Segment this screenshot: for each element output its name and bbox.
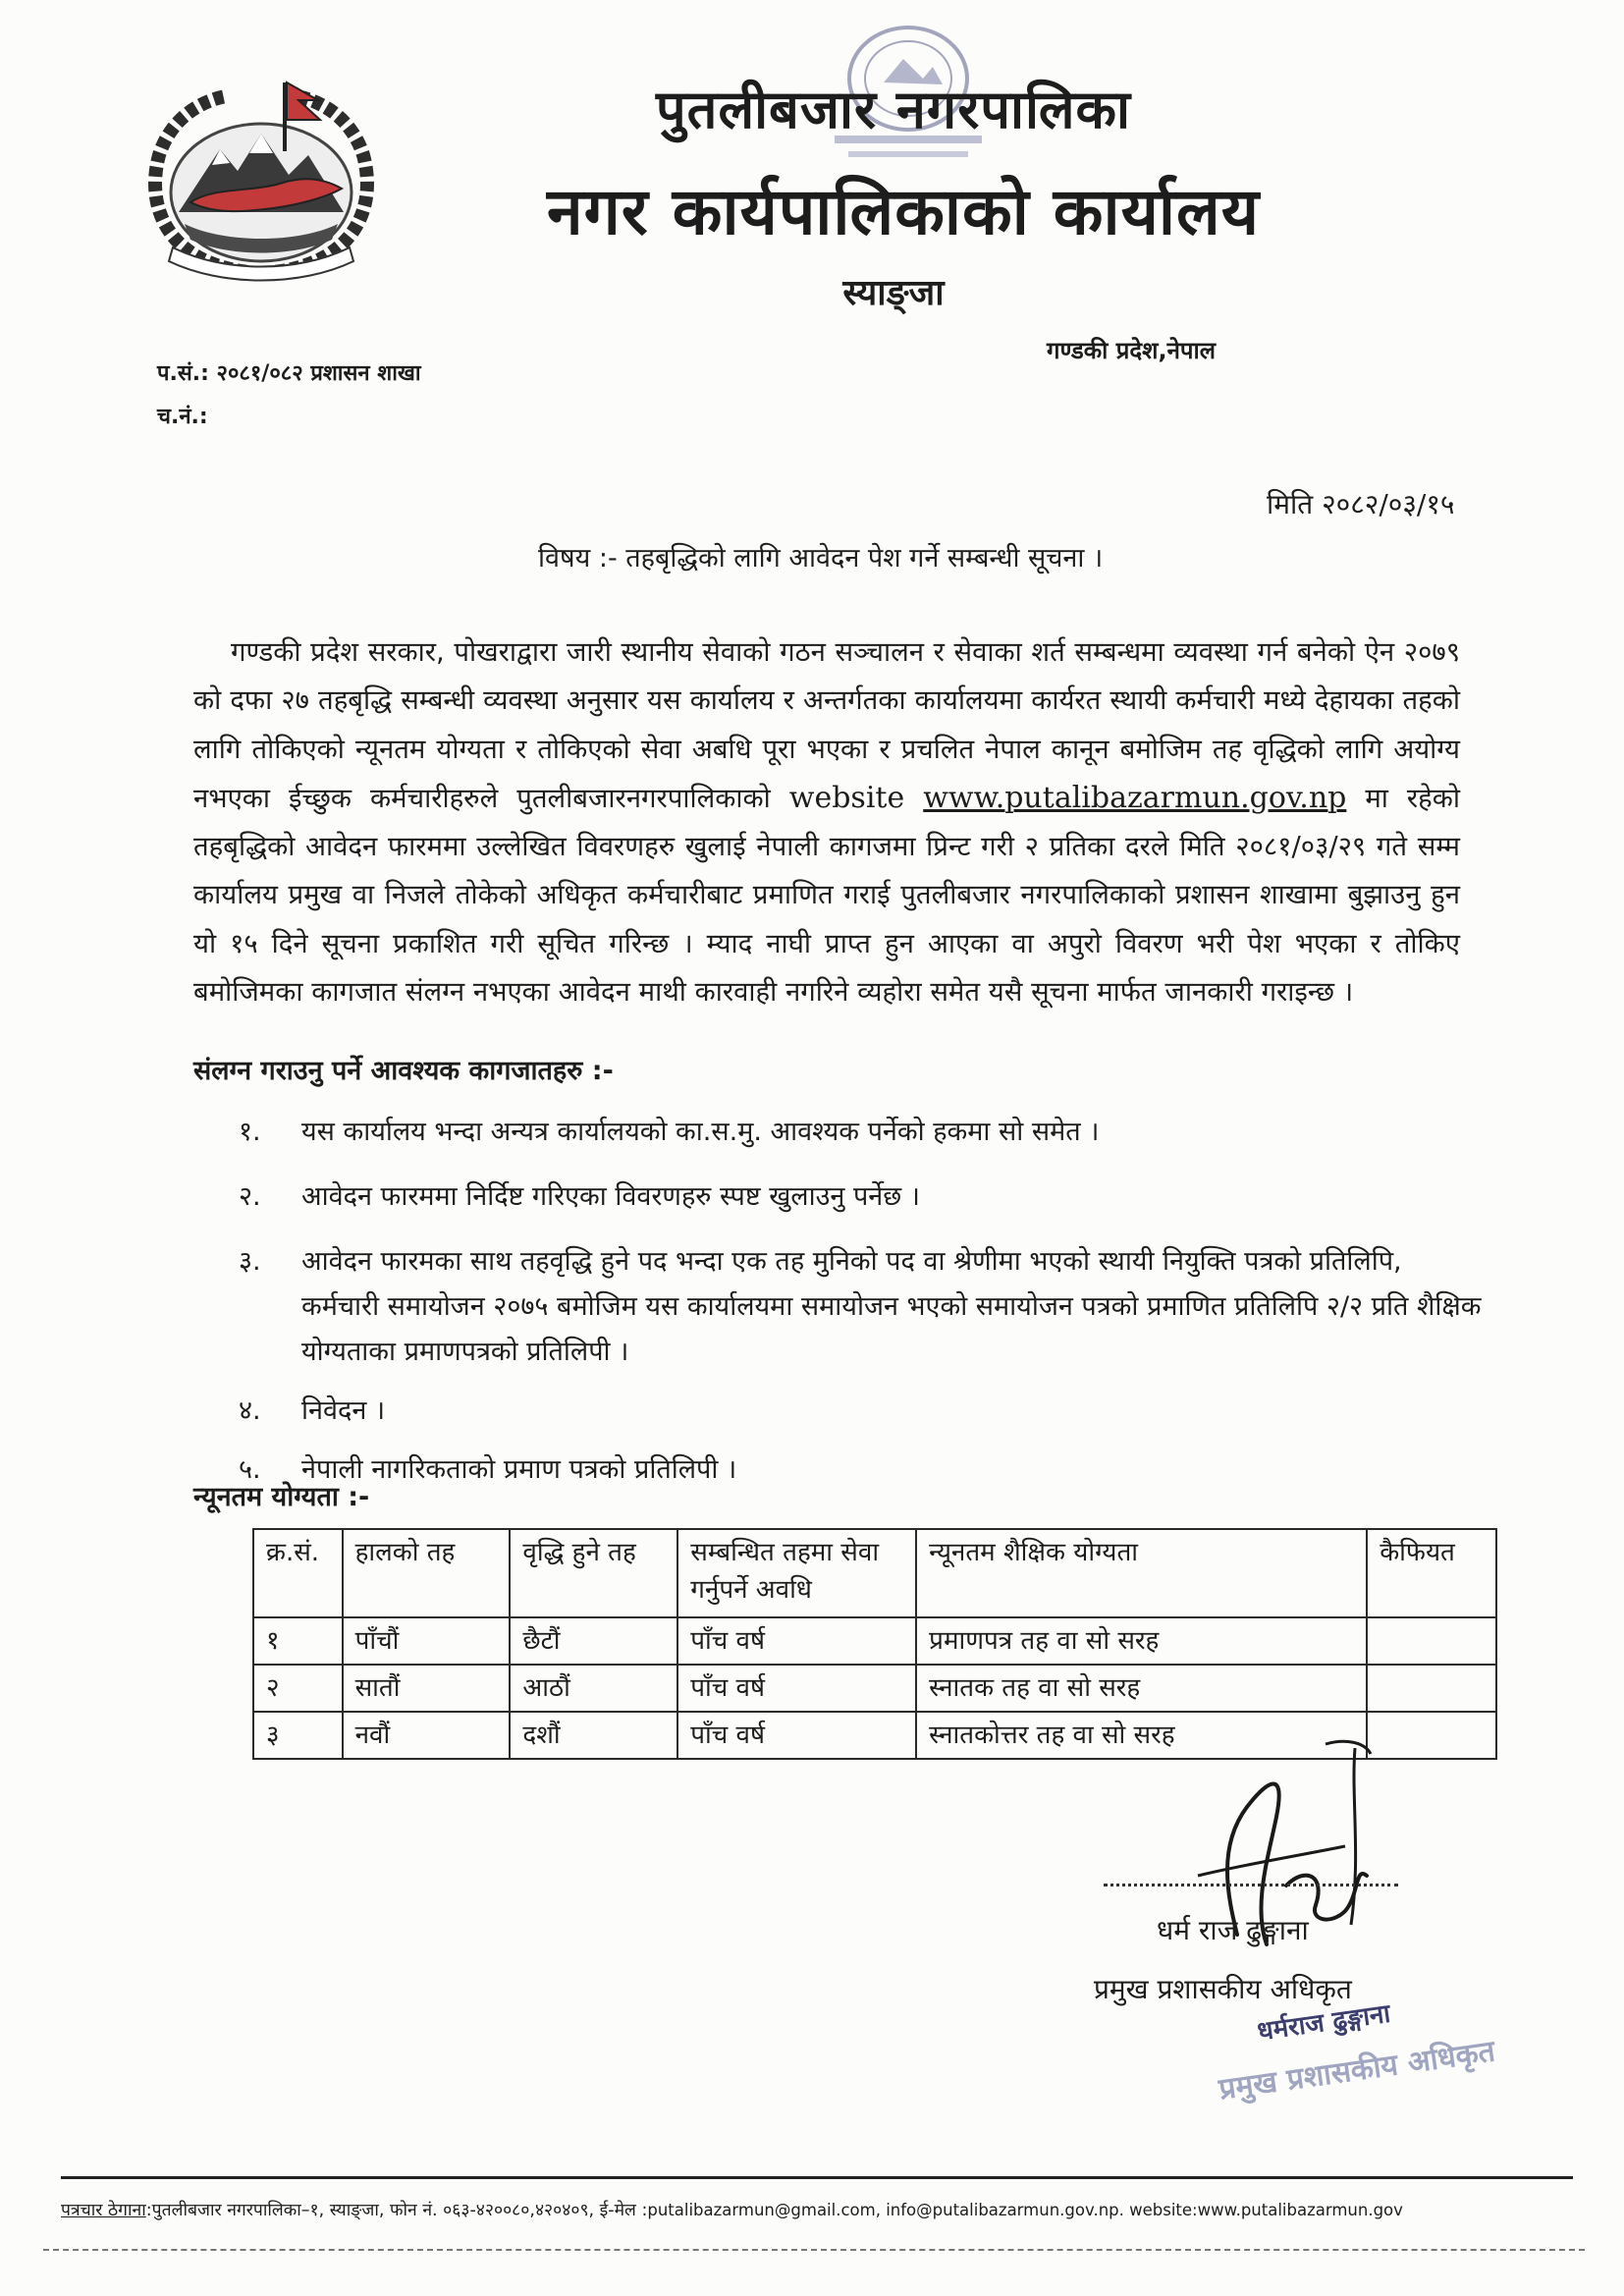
list-item (239, 1239, 1486, 1375)
table-row (253, 1665, 1496, 1712)
list-item-text: यस कार्यालय भन्दा अन्यत्र कार्यालयको का.स.मु. आवश्यक पर्नेको हकमा सो समेत । (301, 1117, 1100, 1147)
column-header: न्यूनतम शैक्षिक योग्यता (916, 1529, 1367, 1617)
table-cell: १ (253, 1617, 343, 1665)
footer-divider (61, 2176, 1573, 2179)
footer-address-text: :पुतलीबजार नगरपालिका–१, स्याङ्जा, फोन नं. ०६३-४२००८०,४२०४०९, ई-मेल : (145, 2201, 648, 2220)
qualification-heading: न्यूनतम योग्यता :- (193, 1482, 370, 1512)
list-item-text: निवेदन । (301, 1395, 386, 1426)
table-cell: स्नातक तह वा सो सरह (916, 1665, 1367, 1712)
dispatch-number: च.नं.: (157, 405, 208, 429)
table-cell: प्रमाणपत्र तह वा सो सरह (916, 1617, 1367, 1665)
table-row (253, 1617, 1496, 1665)
footer-label: पत्रचार ठेगाना (61, 2201, 146, 2220)
table-cell: ३ (253, 1712, 343, 1759)
reference-number: प.सं.: २०८१/०८२ प्रशासन शाखा (157, 361, 421, 386)
footer-address (61, 2198, 1624, 2221)
table-cell: दशौं (510, 1712, 677, 1759)
paragraph-text: गण्डकी प्रदेश सरकार, पोखराद्वारा जारी स्थानीय सेवाको गठन सञ्चालन र सेवाका शर्त सम्बन्धमा व्यवस्था गर्न बनेको ऐन २०७९ को दफा २७ तहबृद्धि सम्बन्धी व्यवस्था अनुसार यस कार्यालय र अन्तर्गतका कार्यालयमा कार्यरत स्थायी कर्मचारी मध्ये देहायका तहको लागि तोकिएको न्यूनतम योग्यता र तोकिएको सेवा अबधि पूरा भएका र प्रचलित नेपाल कानून बमोजिम तह वृद्धिको लागि अयोग्य नभएका ईच्छुक कर्मचारीहरुले पुतलीबजारनगरपालिकाको (193, 636, 1460, 814)
list-item-number: १. (239, 1117, 261, 1147)
province-name: गण्डकी प्रदेश,नेपाल (1047, 337, 1217, 364)
table-cell: पाँच वर्ष (677, 1665, 916, 1712)
documents-list (239, 1110, 1486, 1512)
table-cell (1367, 1712, 1496, 1759)
list-item (239, 1448, 1486, 1493)
list-item (239, 1110, 1486, 1155)
table-cell (1367, 1665, 1496, 1712)
table-header-row (253, 1529, 1496, 1617)
signatory-name: धर्म राज ढुङ्गाना (1157, 1914, 1309, 1946)
list-item-number: ४. (239, 1395, 261, 1426)
column-header: कैफियत (1367, 1529, 1496, 1617)
list-item (239, 1389, 1486, 1434)
documents-heading: संलग्न गराउनु पर्ने आवश्यक कागजातहरु :- (193, 1056, 614, 1086)
list-item (239, 1175, 1486, 1220)
main-paragraph (193, 629, 1460, 1016)
list-item-number: ३. (239, 1246, 261, 1277)
letter-date: मिति २०८२/०३/१५ (1267, 488, 1455, 520)
list-item-number: ५. (239, 1454, 261, 1485)
table-cell: आठौं (510, 1665, 677, 1712)
footer-contacts: putalibazarmun@gmail.com, info@putalibazarmun.gov.np. website:www.putalibazarmun.gov (647, 2201, 1403, 2219)
table-cell: सातौं (343, 1665, 511, 1712)
table-cell: पाँचौं (343, 1617, 511, 1665)
nepal-emblem-icon (135, 77, 387, 283)
letter-subject: विषय :- तहबृद्धिको लागि आवेदन पेश गर्ने सम्बन्धी सूचना । (538, 543, 1104, 574)
table-cell: स्नातकोत्तर तह वा सो सरह (916, 1712, 1367, 1759)
paragraph-text-rest: मा रहेको तहबृद्धिको आवेदन फारममा उल्लेखित विवरणहरु खुलाई नेपाली कागजमा प्रिन्ट गरी २ प्रतिका दरले मिति २०८१/०३/२९ गते सम्म कार्यालय प्रमुख वा निजले तोकेको अधिकृत कर्मचारीबाट प्रमाणित गराई पुतलीबजार नगरपालिकाको प्रशासन शाखामा बुझाउनु हुन यो १५ दिने सूचना प्रकाशित गरी सूचित गरिन्छ । म्याद नाघी प्राप्त हुन आएका वा अपुरो विवरण भरी पेश भएका र तोकिए बमोजिमका कागजात संलग्न नभएका आवेदन माथी कारवाही नगरिने व्यहोरा समेत यसै सूचना मार्फत जानकारी गराइन्छ । (193, 782, 1461, 1009)
table-cell: पाँच वर्ष (677, 1712, 916, 1759)
district-name: स्याङ्जा (842, 273, 945, 313)
column-header: वृद्धि हुने तह (510, 1529, 677, 1617)
column-header: हालको तह (343, 1529, 511, 1617)
table-cell (1367, 1617, 1496, 1665)
stamp-name: धर्मराज ढुङ्गाना (1255, 1998, 1392, 2048)
footer-dashed-line (43, 2249, 1585, 2251)
signatory-title: प्रमुख प्रशासकीय अधिकृत (1094, 1973, 1352, 2005)
list-item-text: आवेदन फारमका साथ तहवृद्धि हुने पद भन्दा एक तह मुनिको पद वा श्रेणीमा भएको स्थायी नियुक्ति पत्रको प्रतिलिपि, कर्मचारी समायोजन २०७५ बमोजिम यस कार्यालयमा समायोजन भएको समायोजन पत्रको प्रमाणित प्रतिलिपि २/२ प्रति शैक्षिक योग्यताका प्रमाणपत्रको प्रतिलिपी । (301, 1246, 1482, 1367)
table-cell: पाँच वर्ष (677, 1617, 916, 1665)
qualification-table (252, 1528, 1497, 1760)
column-header: क्र.सं. (253, 1529, 343, 1617)
municipality-name: पुतलीबजार नगरपालिका (656, 79, 1131, 140)
table-cell: २ (253, 1665, 343, 1712)
table-cell: नवौं (343, 1712, 511, 1759)
table-cell: छैटौं (510, 1617, 677, 1665)
list-item-number: २. (239, 1181, 261, 1212)
website-word: website (788, 780, 905, 815)
website-link[interactable]: www.putalibazarmun.gov.np (923, 780, 1347, 815)
list-item-text: आवेदन फारममा निर्दिष्ट गरिएका विवरणहरु स्पष्ट खुलाउनु पर्नेछ । (301, 1181, 921, 1212)
column-header: सम्बन्धित तहमा सेवा गर्नुपर्ने अवधि (677, 1529, 916, 1617)
office-name: नगर कार्यपालिकाको कार्यालय (547, 174, 1260, 249)
signature-line (1104, 1884, 1398, 1886)
stamp-title: प्रमुख प्रशासकीय अधिकृत (1217, 2034, 1497, 2107)
list-item-text: नेपाली नागरिकताको प्रमाण पत्रको प्रतिलिपी । (301, 1454, 737, 1485)
